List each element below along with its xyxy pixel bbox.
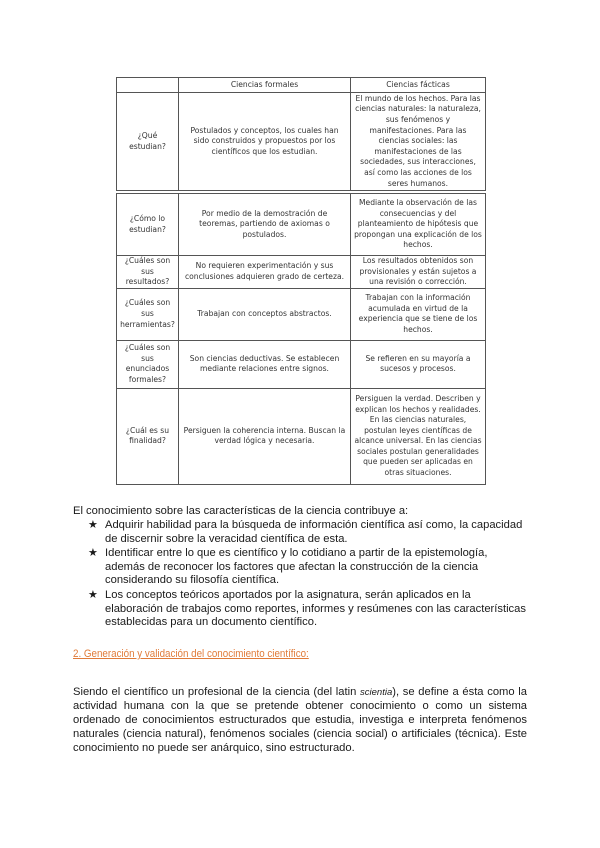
table-header-row	[117, 78, 486, 93]
row-factual: Trabajan con la información acumulada en virtud de la experiencia que se tiene de los hechos.	[351, 288, 486, 340]
table-header-cell	[117, 78, 179, 93]
paragraph-text-start: Siendo el científico un profesional de la ciencia (del latin	[73, 686, 361, 698]
paragraph-text-end: ), se define a ésta como la actividad humana con la que se pretende obtener conocimiento o como un sistema ordenado de conocimientos estructurados que estudia, investiga e interpreta fenómenos naturales (ciencia natural), fenómenos sociales (ciencia social) o artificiales (técnica). Este conocimiento no puede ser anárquico, sino estructurado.	[73, 686, 527, 754]
comparison-table-top	[116, 77, 486, 191]
star-icon: ★	[88, 519, 99, 531]
table-row	[117, 194, 486, 256]
star-icon: ★	[88, 588, 99, 601]
row-question: ¿Cuáles son sus herramientas?	[117, 288, 179, 340]
section-heading: 2. Generación y validación del conocimiento científico:	[73, 648, 309, 660]
row-factual: Persiguen la verdad. Describen y explican los hechos y realidades. En las ciencias naturales, postulan leyes científicas de alcance universal. En las ciencias sociales postulan generalidades que pueden ser aplicadas en otras situaciones.	[351, 388, 486, 484]
comparison-table-bottom	[116, 193, 486, 485]
list-item-text: Los conceptos teóricos aportados por la asignatura, serán aplicados en la elaboración de trabajos como reportes, informes y resúmenes con las características establecidas para un documento científico.	[105, 588, 526, 629]
body-paragraph	[73, 686, 527, 756]
table-row	[117, 93, 486, 191]
list-item-text: Adquirir habilidad para la búsqueda de información científica así como, la capacidad de discernir sobre la veracidad científica de esta.	[105, 519, 523, 545]
list-item	[88, 547, 528, 588]
row-formal: Postulados y conceptos, los cuales han sido construidos y propuestos por los científicos que los estudian.	[179, 93, 351, 191]
table-row	[117, 340, 486, 388]
row-formal: Son ciencias deductivas. Se establecen mediante relaciones entre signos.	[179, 340, 351, 388]
list-item	[88, 519, 528, 546]
row-question: ¿Cuáles son sus enunciados formales?	[117, 340, 179, 388]
row-question: ¿Qué estudian?	[117, 93, 179, 191]
table-row	[117, 388, 486, 484]
row-factual: El mundo de los hechos. Para las ciencias naturales: la naturaleza, sus fenómenos y manifestaciones. Para las ciencias sociales: las manifestaciones de las sociedades, sus interacciones, así como las acciones de los seres humanos.	[351, 93, 486, 191]
row-question: ¿Cuál es su finalidad?	[117, 388, 179, 484]
benefits-list	[88, 519, 528, 631]
table-header-cell: Ciencias fácticas	[351, 78, 486, 93]
row-factual: Se refieren en su mayoría a sucesos y procesos.	[351, 340, 486, 388]
list-item-text: Identificar entre lo que es científico y lo cotidiano a partir de la epistemología, además de reconocer los factores que afectan la construcción de la ciencia considerando su filosofía científica.	[105, 547, 488, 587]
row-question: ¿Cuáles son sus resultados?	[117, 256, 179, 289]
row-formal: Persiguen la coherencia interna. Buscan la verdad lógica y necesaria.	[179, 388, 351, 484]
intro-text: El conocimiento sobre las características de la ciencia contribuye a:	[73, 505, 409, 517]
row-formal: Por medio de la demostración de teoremas, partiendo de axiomas o postulados.	[179, 194, 351, 256]
list-item	[88, 589, 528, 630]
paragraph-italic-term: scientia	[360, 687, 393, 698]
row-formal: Trabajan con conceptos abstractos.	[179, 288, 351, 340]
table-row	[117, 256, 486, 289]
table-row	[117, 288, 486, 340]
row-factual: Mediante la observación de las consecuencias y del planteamiento de hipótesis que propongan una explicación de los hechos.	[351, 194, 486, 256]
row-formal: No requieren experimentación y sus conclusiones adquieren grado de certeza.	[179, 256, 351, 289]
star-icon: ★	[88, 547, 99, 560]
row-factual: Los resultados obtenidos son provisionales y están sujetos a una revisión o corrección.	[351, 256, 486, 289]
row-question: ¿Cómo lo estudian?	[117, 194, 179, 256]
table-header-cell: Ciencias formales	[179, 78, 351, 93]
